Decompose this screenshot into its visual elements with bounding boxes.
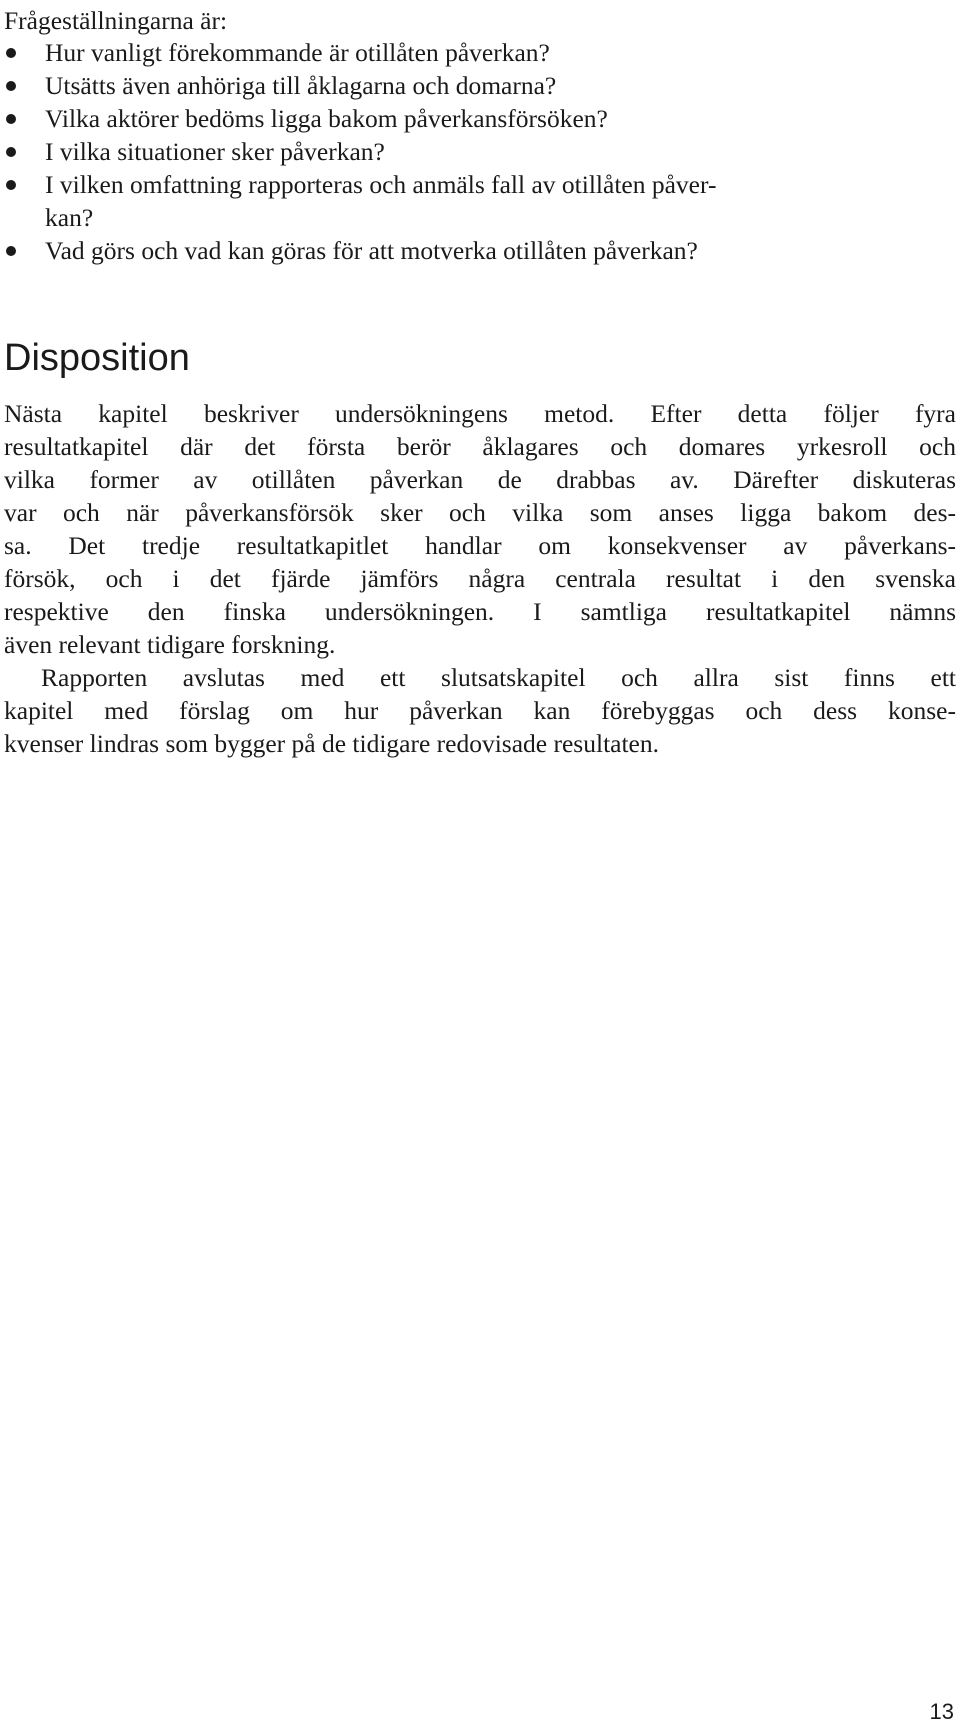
question-item <box>4 168 956 201</box>
section-heading: Disposition <box>4 337 190 379</box>
questions-intro: Frågeställningarna är: <box>4 6 228 35</box>
question-item-continuation <box>4 201 956 234</box>
question-text: I vilken omfattning rapporteras och anmäls fall av otillåten påver- <box>45 170 717 199</box>
question-text: Hur vanligt förekommande är otillåten påverkan? <box>45 38 550 67</box>
text-line: sa. Det tredje resultatkapitlet handlar om konsekvenser av påverkans- <box>4 531 956 560</box>
question-text: kan? <box>45 203 94 232</box>
bullet-icon <box>6 246 16 256</box>
text-line: vilka former av otillåten påverkan de drabbas av. Därefter diskuteras <box>4 465 956 494</box>
question-list <box>4 36 956 267</box>
question-item <box>4 36 956 69</box>
question-text: Vad görs och vad kan göras för att motverka otillåten påverkan? <box>45 236 698 265</box>
question-text: Vilka aktörer bedöms ligga bakom påverkansförsöken? <box>45 104 608 133</box>
page-number: 13 <box>929 1699 954 1724</box>
text-line: respektive den finska undersökningen. I samtliga resultatkapitel nämns <box>4 597 956 626</box>
question-item <box>4 102 956 135</box>
text-line: kapitel med förslag om hur påverkan kan förebyggas och dess konse- <box>4 696 956 725</box>
bullet-icon <box>6 180 16 190</box>
text-line: Nästa kapitel beskriver undersökningens metod. Efter detta följer fyra <box>4 399 956 428</box>
text-line: kvenser lindras som bygger på de tidigare redovisade resultaten. <box>4 729 659 758</box>
text-line: resultatkapitel där det första berör åklagares och domares yrkesroll och <box>4 432 956 461</box>
bullet-icon <box>6 81 16 91</box>
paragraph-2 <box>4 661 956 760</box>
question-item <box>4 69 956 102</box>
bullet-icon <box>6 147 16 157</box>
question-text: Utsätts även anhöriga till åklagarna och domarna? <box>45 71 557 100</box>
text-line: även relevant tidigare forskning. <box>4 630 336 659</box>
disposition-body <box>4 397 956 760</box>
question-text: I vilka situationer sker påverkan? <box>45 137 385 166</box>
bullet-icon <box>6 114 16 124</box>
question-item <box>4 135 956 168</box>
paragraph-1 <box>4 397 956 661</box>
question-item <box>4 234 956 267</box>
bullet-icon <box>6 48 16 58</box>
text-line: Rapporten avslutas med ett slutsatskapitel och allra sist finns ett <box>41 663 956 692</box>
text-line: försök, och i det fjärde jämförs några centrala resultat i den svenska <box>4 564 956 593</box>
text-line: var och när påverkansförsök sker och vilka som anses ligga bakom des- <box>4 498 956 527</box>
